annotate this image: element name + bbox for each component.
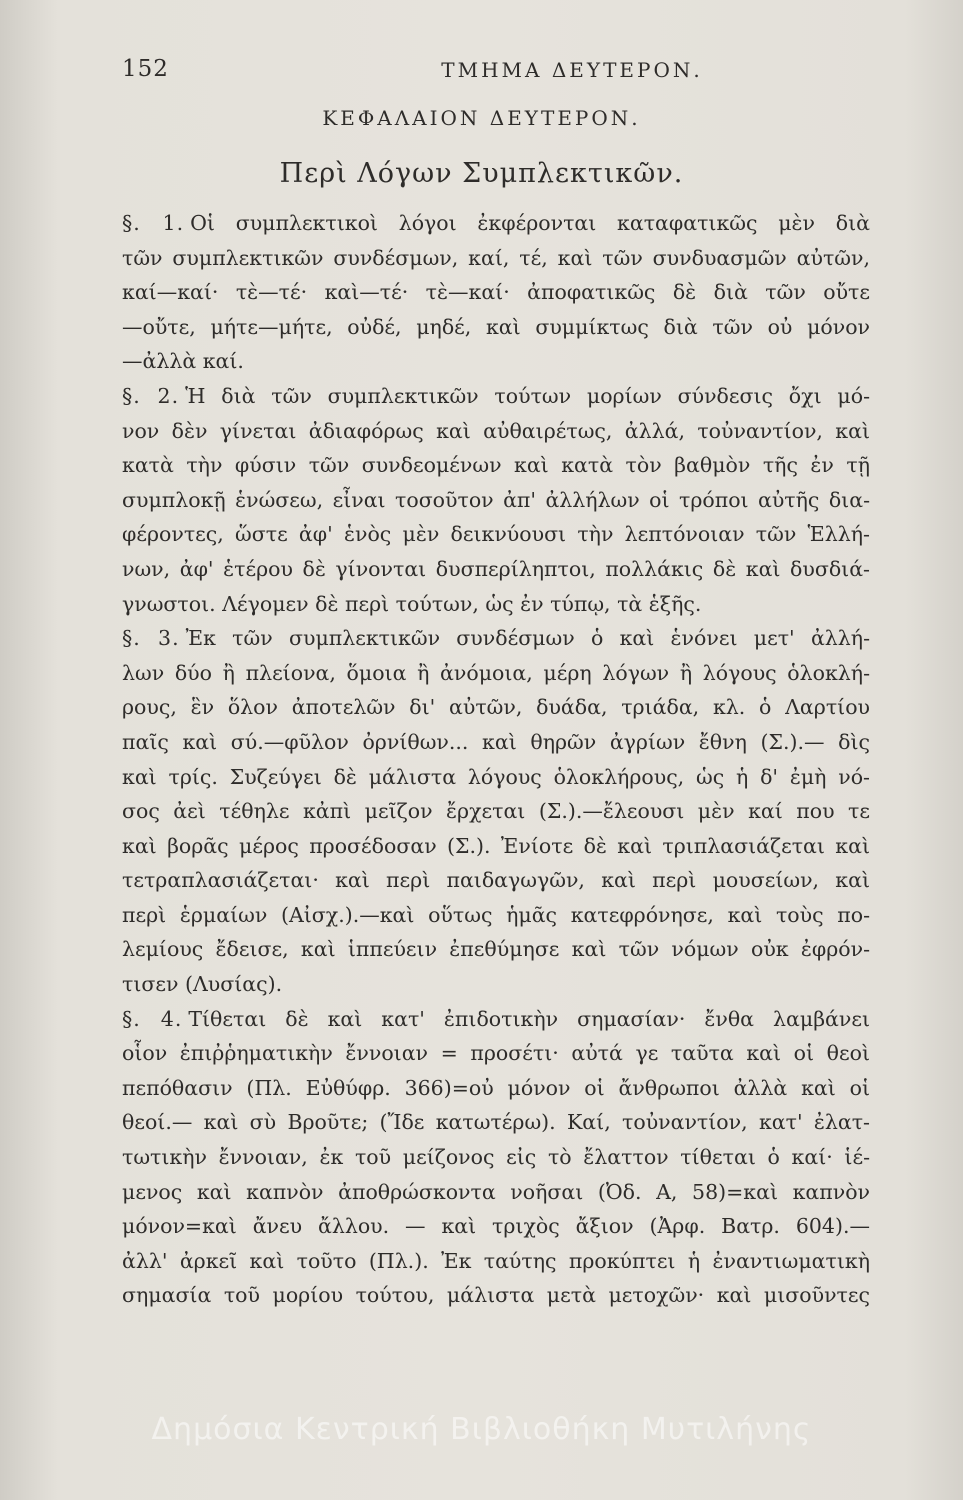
- text-line: συμπλοκῇ ἑνώσεω, εἶναι τοσοῦτον ἀπ' ἀλλήλων οἱ τρόποι αὐτῆς δια-: [122, 487, 870, 512]
- text-line: θεοί.— καὶ σὺ Βροῦτε; (Ἴδε κατωτέρω). Καί, τοὐναντίον, κατ' ἐλατ-: [122, 1110, 870, 1135]
- text-line: §. 2. Ἡ διὰ τῶν συμπλεκτικῶν τούτων μορίων σύνδεσις ὄχι μό-: [122, 383, 870, 408]
- text-line: τῶν συμπλεκτικῶν συνδέσμων, καί, τέ, καὶ τῶν συνδυασμῶν αὐτῶν,: [122, 245, 870, 270]
- text-line: τετραπλασιάζεται· καὶ περὶ παιδαγωγῶν, καὶ περὶ μουσείων, καὶ: [122, 868, 870, 893]
- text-line: πεπόθασιν (Πλ. Εὐθύφρ. 366)=οὐ μόνον οἱ ἄνθρωποι ἀλλὰ καὶ οἱ: [122, 1075, 870, 1100]
- text-line: —ἀλλὰ καί.: [122, 349, 244, 374]
- text-line: οἷον ἐπιῤῥηματικὴν ἔννοιαν = προσέτι· αὐτά γε ταῦτα καὶ οἱ θεοὶ: [122, 1041, 870, 1066]
- text-line: ρους, ἓν ὅλον ἀποτελῶν δι' αὐτῶν, δυάδα, τριάδα, κλ. ὁ Λαρτίου: [122, 695, 870, 720]
- text-line: καὶ βορᾶς μέρος προσέδοσαν (Σ.). Ἐνίοτε δὲ καὶ τριπλασιάζεται καὶ: [122, 833, 870, 858]
- paragraph-2: [122, 379, 870, 621]
- paragraph-number: §. 4.: [122, 1006, 183, 1031]
- text-line: μενος καὶ καπνὸν ἀποθρώσκοντα νοῆσαι (Ὀδ. Α, 58)=καὶ καπνὸν: [122, 1179, 870, 1204]
- text-line: λεμίους ἔδεισε, καὶ ἱππεύειν ἐπεθύμησε καὶ τῶν νόμων οὐκ ἐφρόν-: [122, 937, 870, 962]
- body-text: [122, 206, 870, 1313]
- text-line: νων, ἀφ' ἑτέρου δὲ γίνονται δυσπερίληπτοι, πολλάκις δὲ καὶ δυσδιά-: [122, 556, 870, 581]
- paragraph-number: §. 2.: [122, 383, 180, 408]
- library-watermark: Δημόσια Κεντρική Βιβλιοθήκη Μυτιλήνης: [151, 1412, 812, 1447]
- text-line: καί—καί· τὲ—τέ· καὶ—τέ· τὲ—καί· ἀποφατικῶς δὲ διὰ τῶν οὔτε: [122, 280, 870, 305]
- text-line: περὶ ἑρμαίων (Αἰσχ.).—καὶ οὕτως ἡμᾶς κατεφρόνησε, καὶ τοὺς πο-: [122, 902, 870, 927]
- text-line: παῖς καὶ σύ.—φῦλον ὀρνίθων... καὶ θηρῶν ἀγρίων ἔθνη (Σ.).— δὶς: [122, 729, 870, 754]
- chapter-heading: ΚΕΦΑΛΑΙΟΝ ΔΕΥΤΕΡΟΝ.: [322, 106, 641, 130]
- paragraph-number: §. 1.: [122, 211, 185, 235]
- paragraph-4: [122, 1002, 870, 1313]
- text-line: καὶ τρίς. Συζεύγει δὲ μάλιστα λόγους ὁλοκλήρους, ὡς ἡ δ' ἐμὴ νό-: [122, 764, 870, 789]
- text-line: —οὔτε, μήτε—μήτε, οὐδέ, μηδέ, καὶ συμμίκτως διὰ τῶν οὐ μόνον: [122, 314, 870, 339]
- text-line: ἀλλ' ἀρκεῖ καὶ τοῦτο (Πλ.). Ἐκ ταύτης προκύπτει ἡ ἐναντιωματικὴ: [122, 1248, 870, 1273]
- text-line: φέροντες, ὥστε ἀφ' ἑνὸς μὲν δεικνύουσι τὴν λεπτόνοιαν τῶν Ἑλλή-: [122, 522, 870, 547]
- text-line: λων δύο ἢ πλείονα, ὅμοια ἢ ἀνόμοια, μέρη λόγων ἢ λόγους ὁλοκλή-: [122, 660, 870, 685]
- text-line: τισεν (Λυσίας).: [122, 972, 283, 997]
- text-line: γνωστοι. Λέγομεν δὲ περὶ τούτων, ὡς ἐν τύπῳ, τὰ ἑξῆς.: [122, 591, 702, 616]
- paragraph-1: [122, 206, 870, 379]
- text-line: §. 1. Οἱ συμπλεκτικοὶ λόγοι ἐκφέρονται καταφατικῶς μὲν διὰ: [122, 211, 870, 235]
- text-line: σος ἀεὶ τέθηλε κἀπὶ μεῖζον ἔρχεται (Σ.).—ἔλεουσι μὲν καί που τε: [122, 799, 870, 824]
- page-number: 152: [122, 56, 169, 82]
- text-line: σημασία τοῦ μορίου τούτου, μάλιστα μετὰ μετοχῶν· καὶ μισοῦντες: [122, 1283, 870, 1308]
- text-line: §. 4. Τίθεται δὲ καὶ κατ' ἐπιδοτικὴν σημασίαν· ἔνθα λαμβάνει: [122, 1006, 870, 1031]
- running-head: ΤΜΗΜΑ ΔΕΥΤΕΡΟΝ.: [441, 58, 703, 82]
- section-title: Περὶ Λόγων Συμπλεκτικῶν.: [279, 158, 684, 189]
- text-line: κατὰ τὴν φύσιν τῶν συνδεομένων καὶ κατὰ τὸν βαθμὸν τῆς ἐν τῇ: [122, 453, 870, 478]
- text-line: νον δὲν γίνεται ἀδιαφόρως καὶ αὐθαιρέτως, ἀλλά, τοὐναντίον, καὶ: [122, 418, 870, 443]
- text-line: μόνον=καὶ ἄνευ ἄλλου. — καὶ τριχὸς ἄξιον (Ἀρφ. Βατρ. 604).—: [122, 1214, 870, 1239]
- page-header: [122, 56, 862, 96]
- text-line: τωτικὴν ἔννοιαν, ἐκ τοῦ μείζονος εἰς τὸ ἔλαττον τίθεται ὁ καί· ἱέ-: [122, 1145, 870, 1170]
- paragraph-number: §. 3.: [122, 626, 180, 651]
- paragraph-3: [122, 621, 870, 1002]
- text-line: §. 3. Ἐκ τῶν συμπλεκτικῶν συνδέσμων ὁ καὶ ἑνόνει μετ' ἀλλή-: [122, 626, 870, 651]
